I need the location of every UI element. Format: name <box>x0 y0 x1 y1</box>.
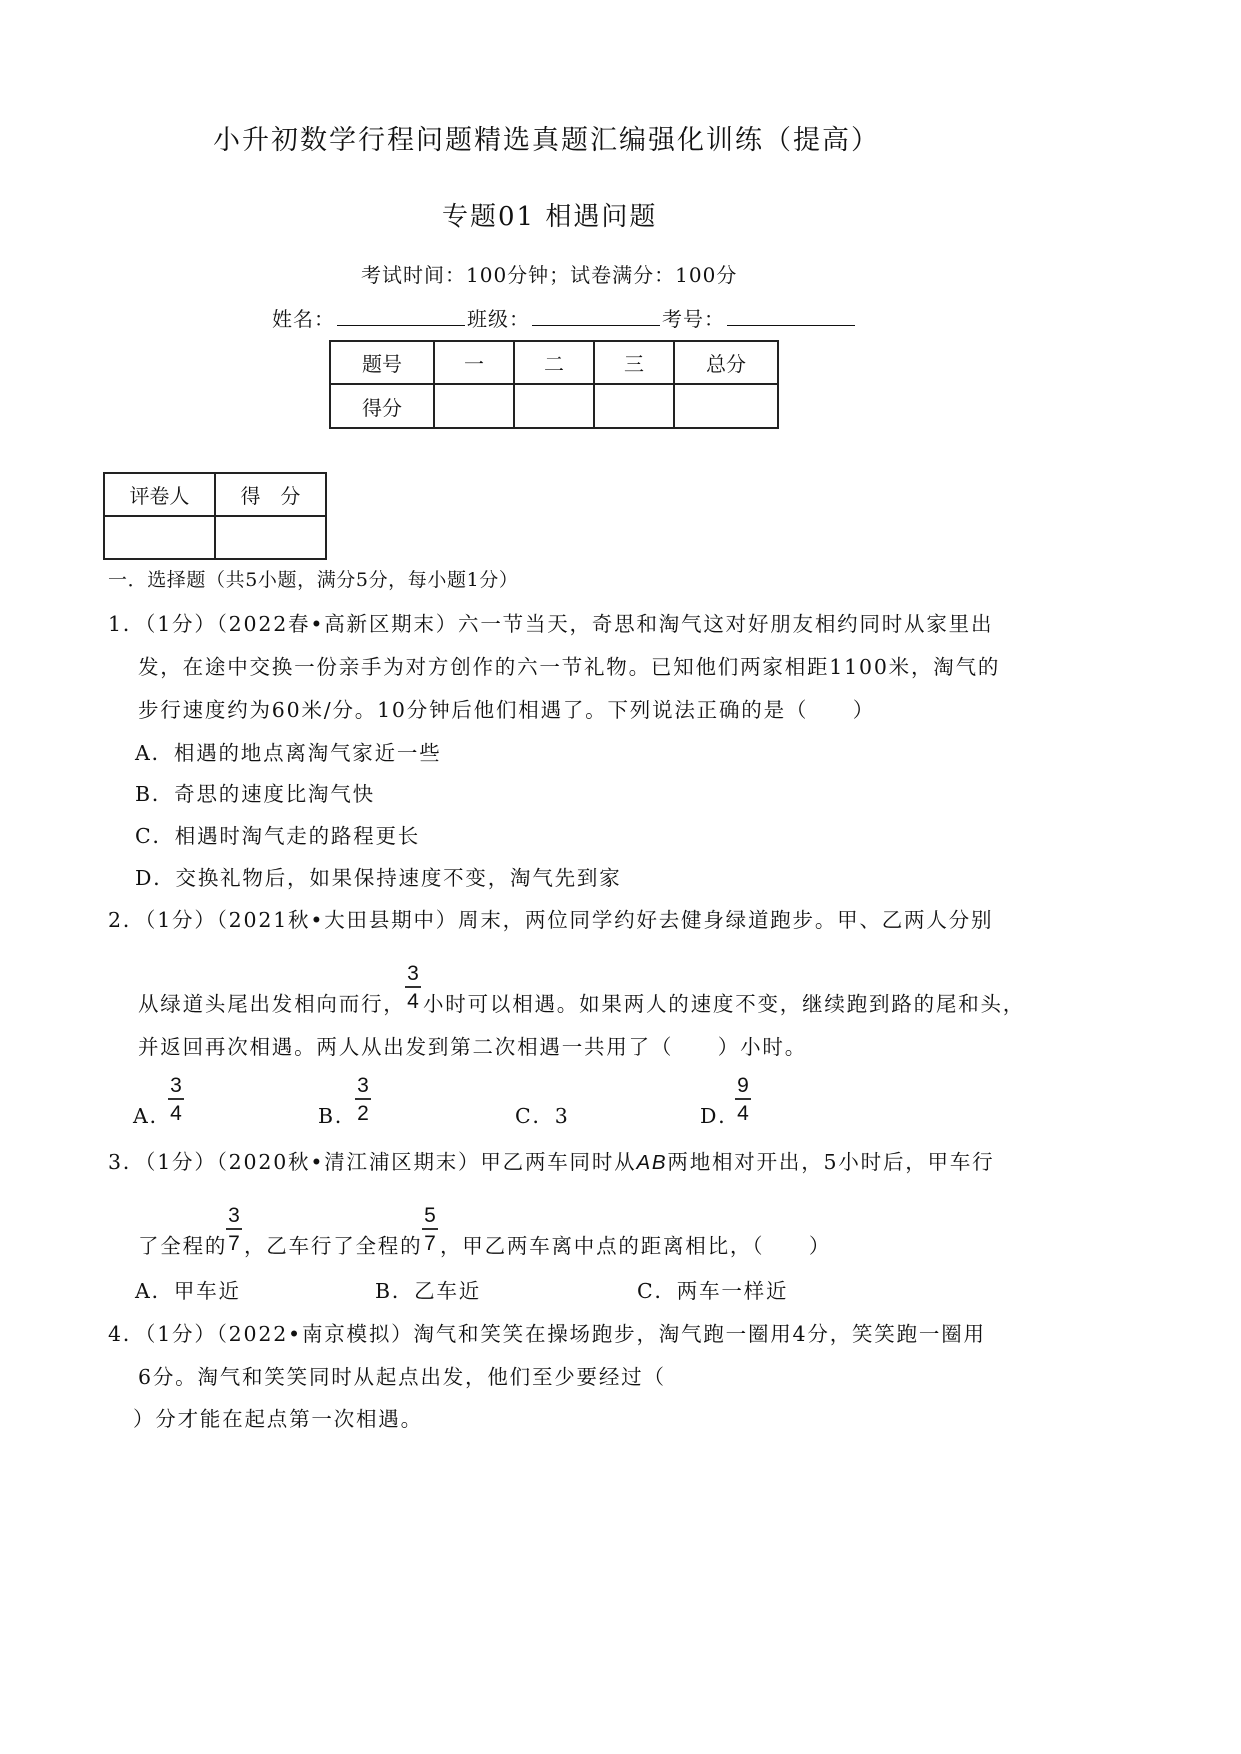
document-title: 小升初数学行程问题精选真题汇编强化训练（提高） <box>213 125 880 156</box>
score-cell[interactable] <box>594 384 674 428</box>
question-text: 两地相对开出，5小时后，甲车行 <box>667 1150 995 1174</box>
grader-table-row <box>104 516 326 559</box>
score-table-header-row <box>330 341 778 384</box>
grader-cell[interactable] <box>215 516 326 559</box>
grader-header-cell: 评卷人 <box>104 473 215 516</box>
question-text-line: 6分。淘气和笑笑同时从起点出发，他们至少要经过（ <box>138 1365 666 1389</box>
question-text-line: 发，在途中交换一份亲手为对方创作的六一节礼物。已知他们两家相距1100米，淘气的 <box>138 655 1001 679</box>
question-text-line: 步行速度约为60米/分。10分钟后他们相遇了。下列说法正确的是（ ） <box>138 698 876 722</box>
place-names: AB <box>636 1151 668 1174</box>
score-header-cell: 三 <box>594 341 674 384</box>
option-c[interactable]: C．相遇时淘气走的路程更长 <box>135 824 421 848</box>
grader-cell[interactable] <box>104 516 215 559</box>
id-label: 考号： <box>662 307 725 331</box>
score-cell[interactable] <box>674 384 778 428</box>
grader-table <box>103 472 327 560</box>
score-cell[interactable] <box>514 384 594 428</box>
score-header-cell: 一 <box>434 341 514 384</box>
question-text-line: 了全程的 <box>138 1234 228 1258</box>
fraction <box>168 1075 184 1124</box>
grader-table-header-row <box>104 473 326 516</box>
question-text-line: 小时可以相遇。如果两人的速度不变，继续跑到路的尾和头， <box>423 992 1026 1016</box>
id-field[interactable] <box>727 307 855 326</box>
option-c[interactable]: C．两车一样近 <box>637 1279 789 1303</box>
question-text: 3．（1分）（2020秋•清江浦区期末）甲乙两车同时从 <box>108 1150 637 1174</box>
score-table <box>329 340 779 429</box>
option-b[interactable]: B．乙车近 <box>375 1279 482 1303</box>
name-label: 姓名： <box>272 307 335 331</box>
question-text-line: 4．（1分）（2022•南京模拟）淘气和笑笑在操场跑步，淘气跑一圈用4分，笑笑跑一圈用 <box>108 1322 986 1346</box>
name-field[interactable] <box>337 307 465 326</box>
fraction-numerator: 3 <box>226 1205 242 1230</box>
fraction-numerator: 3 <box>405 963 421 988</box>
option-label: D． <box>700 1104 741 1128</box>
fraction <box>405 963 421 1012</box>
question-text-line: 并返回再次相遇。两人从出发到第二次相遇一共用了（ ）小时。 <box>138 1035 807 1059</box>
class-label: 班级： <box>467 307 530 331</box>
option-a[interactable]: A．甲车近 <box>135 1279 241 1303</box>
fraction-numerator: 5 <box>422 1205 438 1230</box>
question-text-line: 1．（1分）（2022春•高新区期末）六一节当天，奇思和淘气这对好朋友相约同时从家里出 <box>108 612 994 636</box>
fraction-denominator: 4 <box>407 990 419 1013</box>
student-info-line <box>272 303 857 332</box>
fraction <box>735 1075 751 1124</box>
fraction <box>226 1205 242 1254</box>
question-text-line: ，乙车行了全程的 <box>244 1234 423 1258</box>
score-cell[interactable] <box>434 384 514 428</box>
option-a[interactable]: A．相遇的地点离淘气家近一些 <box>135 741 442 765</box>
class-field[interactable] <box>532 307 660 326</box>
score-header-cell: 总分 <box>674 341 778 384</box>
fraction-denominator: 4 <box>737 1102 749 1125</box>
score-table-score-row <box>330 384 778 428</box>
fraction-denominator: 7 <box>228 1232 240 1255</box>
score-header-cell: 题号 <box>330 341 434 384</box>
question-text-line <box>108 1145 994 1175</box>
fraction-denominator: 2 <box>357 1102 369 1125</box>
fraction-numerator: 3 <box>168 1075 184 1100</box>
section-heading: 一．选择题（共5小题，满分5分，每小题1分） <box>108 569 519 591</box>
fraction <box>355 1075 371 1124</box>
option-c[interactable]: C．3 <box>515 1104 570 1128</box>
fraction-denominator: 4 <box>170 1102 182 1125</box>
score-row-label: 得分 <box>330 384 434 428</box>
fraction-numerator: 3 <box>355 1075 371 1100</box>
fraction-denominator: 7 <box>424 1232 436 1255</box>
question-text-line: 从绿道头尾出发相向而行， <box>138 992 406 1016</box>
score-header-cell: 二 <box>514 341 594 384</box>
option-label: A． <box>133 1104 172 1128</box>
option-label: B． <box>318 1104 358 1128</box>
fraction-numerator: 9 <box>735 1075 751 1100</box>
question-text-line: 2．（1分）（2021秋•大田县期中）周末，两位同学约好去健身绿道跑步。甲、乙两人分别 <box>108 908 994 932</box>
exam-info: 考试时间：100分钟；试卷满分：100分 <box>361 263 738 287</box>
question-text-line: ）分才能在起点第一次相遇。 <box>133 1407 423 1431</box>
grader-header-cell: 得 分 <box>215 473 326 516</box>
option-d[interactable]: D．交换礼物后，如果保持速度不变，淘气先到家 <box>135 866 622 890</box>
fraction <box>422 1205 438 1254</box>
option-b[interactable]: B．奇思的速度比淘气快 <box>135 782 375 806</box>
document-subtitle: 专题01 相遇问题 <box>442 202 658 232</box>
question-text-line: ，甲乙两车离中点的距离相比，（ ） <box>440 1234 832 1258</box>
